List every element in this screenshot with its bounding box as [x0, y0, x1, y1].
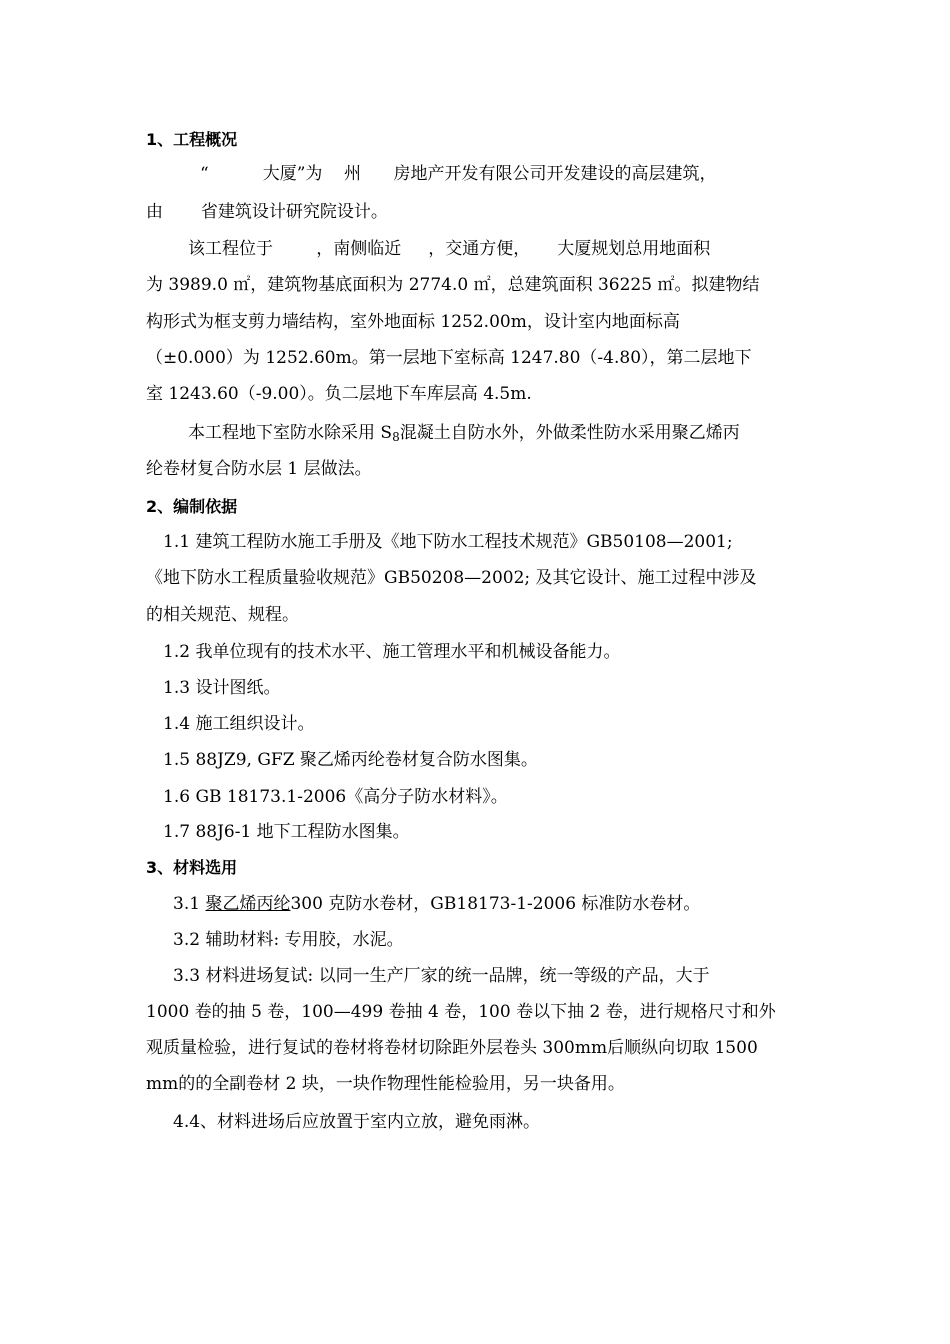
- paragraph-line: “ 大厦”为 州 房地产开发有限公司开发建设的高层建筑，: [200, 164, 717, 184]
- list-item: 4.4、材料进场后应放置于室内立放，避免雨淋。: [173, 1112, 541, 1132]
- list-item: 1.2 我单位现有的技术水平、施工管理水平和机械设备能力。: [163, 642, 621, 662]
- section-heading-basis: 2、编制依据: [146, 497, 238, 516]
- underlined-material-name: 聚乙烯丙纶: [205, 894, 291, 914]
- paragraph-line: 纶卷材复合防水层 1 层做法。: [146, 459, 372, 479]
- section-heading-materials: 3、材料选用: [146, 858, 238, 877]
- paragraph-line: 为 3989.0 ㎡，建筑物基底面积为 2774.0 ㎡，总建筑面积 36225 ㎡。拟建物结: [146, 275, 760, 295]
- list-item: [173, 892, 700, 916]
- text-segment: 3.1: [173, 894, 206, 914]
- list-item: 1.7 88J6-1 地下工程防水图集。: [163, 822, 410, 842]
- section-heading-overview: 1、工程概况: [146, 130, 238, 149]
- list-item: 1.5 88JZ9, GFZ 聚乙烯丙纶卷材复合防水图集。: [163, 750, 538, 770]
- paragraph-line-concrete: [188, 421, 740, 449]
- list-item: 1.3 设计图纸。: [163, 678, 281, 698]
- paragraph-line: 构形式为框支剪力墙结构，室外地面标 1252.00m，设计室内地面标高: [146, 312, 680, 332]
- list-item: 1.6 GB 18173.1-2006《高分子防水材料》。: [163, 787, 508, 807]
- text-segment: 300 克防水卷材，GB18173-1-2006 标准防水卷材。: [290, 894, 701, 914]
- list-item: 1.1 建筑工程防水施工手册及《地下防水工程技术规范》GB50108—2001;: [163, 532, 733, 552]
- paragraph-line: 《地下防水工程质量验收规范》GB50208—2002; 及其它设计、施工过程中涉及: [146, 568, 757, 588]
- subscript-grade: 8: [392, 430, 400, 444]
- list-item: 3.2 辅助材料: 专用胶，水泥。: [173, 930, 404, 950]
- paragraph-line: mm的的全副卷材 2 块，一块作物理性能检验用，另一块备用。: [146, 1074, 625, 1094]
- paragraph-line: 该工程位于 ，南侧临近 ，交通方便， 大厦规划总用地面积: [188, 239, 711, 259]
- paragraph-line: 1000 卷的抽 5 卷，100—499 卷抽 4 卷，100 卷以下抽 2 卷，进行规格尺寸和外: [146, 1002, 776, 1022]
- paragraph-line: 由 省建筑设计研究院设计。: [146, 202, 388, 222]
- paragraph-line: 室 1243.60（-9.00）。负二层地下车库层高 4.5m.: [146, 384, 532, 404]
- list-item: 3.3 材料进场复试: 以同一生产厂家的统一品牌，统一等级的产品，大于: [173, 966, 710, 986]
- paragraph-line: 的相关规范、规程。: [146, 605, 299, 625]
- list-item: 1.4 施工组织设计。: [163, 714, 315, 734]
- paragraph-line: （±0.000）为 1252.60m。第一层地下室标高 1247.80（-4.80），第二层地下: [146, 348, 752, 368]
- text-segment: 混凝土自防水外，外做柔性防水采用聚乙烯丙: [399, 423, 740, 443]
- text-segment: 本工程地下室防水除采用 S: [188, 423, 393, 443]
- paragraph-line: 观质量检验，进行复试的卷材将卷材切除距外层卷头 300mm后顺纵向切取 1500: [146, 1038, 758, 1058]
